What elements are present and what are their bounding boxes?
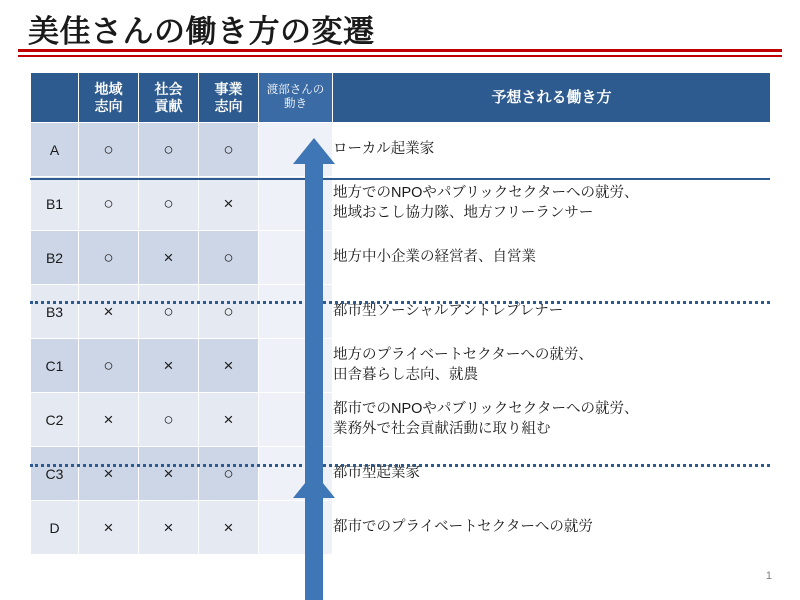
table-row [31, 231, 771, 285]
cell-business: × [199, 339, 259, 393]
row-code: B3 [31, 285, 79, 339]
cell-local: ○ [79, 123, 139, 177]
cell-local: ○ [79, 231, 139, 285]
cell-description [333, 285, 771, 339]
row-code: D [31, 501, 79, 555]
cell-watanabe-arrow [259, 285, 333, 339]
cell-description [333, 123, 771, 177]
column-header-social [139, 73, 199, 123]
cell-business: ○ [199, 285, 259, 339]
cell-business: ○ [199, 231, 259, 285]
cell-social: ○ [139, 285, 199, 339]
cell-watanabe-arrow [259, 123, 333, 177]
row-code: A [31, 123, 79, 177]
column-header-business [199, 73, 259, 123]
title-rule-bottom [18, 55, 782, 57]
description-line-2: 業務外で社会貢献活動に取り組む [333, 420, 551, 437]
page-number: 1 [765, 570, 772, 582]
cell-description [333, 447, 771, 501]
cell-social: × [139, 339, 199, 393]
cell-local: × [79, 285, 139, 339]
cell-business: ○ [199, 447, 259, 501]
row-code: B2 [31, 231, 79, 285]
cell-watanabe-arrow [259, 501, 333, 555]
cell-description [333, 339, 771, 393]
matrix-table [30, 72, 771, 555]
column-header-local [79, 73, 139, 123]
column-header-business-line1: 事業 [214, 81, 243, 98]
column-header-plan: 予想される働き方 [333, 73, 771, 123]
column-header-watanabe-line2: 動き [284, 97, 307, 110]
column-header-code [31, 73, 79, 123]
description-line-2: 田舎暮らし志向、就農 [333, 366, 478, 383]
column-header-local-line1: 地域 [94, 81, 123, 98]
table-row [31, 285, 771, 339]
cell-watanabe-arrow [259, 339, 333, 393]
table-row [31, 123, 771, 177]
description-line-1: 都市でのNPOやパブリックセクターへの就労、 [333, 400, 639, 417]
cell-description [333, 393, 771, 447]
cell-description [333, 231, 771, 285]
description-line-1: 地方でのNPOやパブリックセクターへの就労、 [333, 184, 639, 201]
cell-local: × [79, 447, 139, 501]
cell-social: × [139, 231, 199, 285]
title-rule-top [18, 49, 782, 52]
cell-watanabe-arrow [259, 231, 333, 285]
table-row [31, 393, 771, 447]
page-title: 美佳さんの働き方の変遷 [28, 14, 375, 49]
cell-local: ○ [79, 339, 139, 393]
row-code: C2 [31, 393, 79, 447]
header-row [31, 73, 771, 123]
column-header-watanabe-line1: 渡部さんの [266, 84, 325, 97]
cell-social: ○ [139, 123, 199, 177]
cell-description [333, 177, 771, 231]
cell-social: × [139, 501, 199, 555]
cell-local: × [79, 501, 139, 555]
cell-business: × [199, 393, 259, 447]
column-header-business-line2: 志向 [214, 97, 243, 114]
description-line-1: 都市でのプライベートセクターへの就労 [333, 518, 593, 535]
work-style-matrix [30, 72, 770, 555]
description-line-1: 地方のプライベートセクターへの就労、 [333, 346, 593, 363]
table-header [31, 73, 771, 123]
description-line-1: 都市型起業家 [333, 464, 420, 481]
row-separator-solid [30, 178, 770, 180]
column-header-social-line2: 貢献 [154, 97, 183, 114]
table-row [31, 447, 771, 501]
row-code: C3 [31, 447, 79, 501]
cell-business: ○ [199, 123, 259, 177]
column-header-local-line2: 志向 [94, 97, 123, 114]
table-row [31, 339, 771, 393]
row-code: B1 [31, 177, 79, 231]
description-line-1: ローカル起業家 [333, 140, 435, 157]
cell-social: ○ [139, 393, 199, 447]
table-body [31, 123, 771, 555]
description-line-1: 都市型ソーシャルアントレプレナー [333, 302, 564, 319]
cell-social: × [139, 447, 199, 501]
cell-watanabe-arrow [259, 447, 333, 501]
cell-description [333, 501, 771, 555]
table-row [31, 501, 771, 555]
column-header-social-line1: 社会 [154, 81, 183, 98]
cell-local: ○ [79, 177, 139, 231]
row-separator-dotted [30, 301, 770, 304]
description-line-2: 地域おこし協力隊、地方フリーランサー [333, 204, 594, 221]
cell-business: × [199, 177, 259, 231]
cell-business: × [199, 501, 259, 555]
cell-local: × [79, 393, 139, 447]
row-separator-dotted [30, 464, 770, 467]
row-code: C1 [31, 339, 79, 393]
column-header-watanabe [259, 73, 333, 123]
cell-watanabe-arrow [259, 393, 333, 447]
table-row [31, 177, 771, 231]
cell-watanabe-arrow [259, 177, 333, 231]
cell-social: ○ [139, 177, 199, 231]
description-line-1: 地方中小企業の経営者、自営業 [333, 248, 536, 265]
